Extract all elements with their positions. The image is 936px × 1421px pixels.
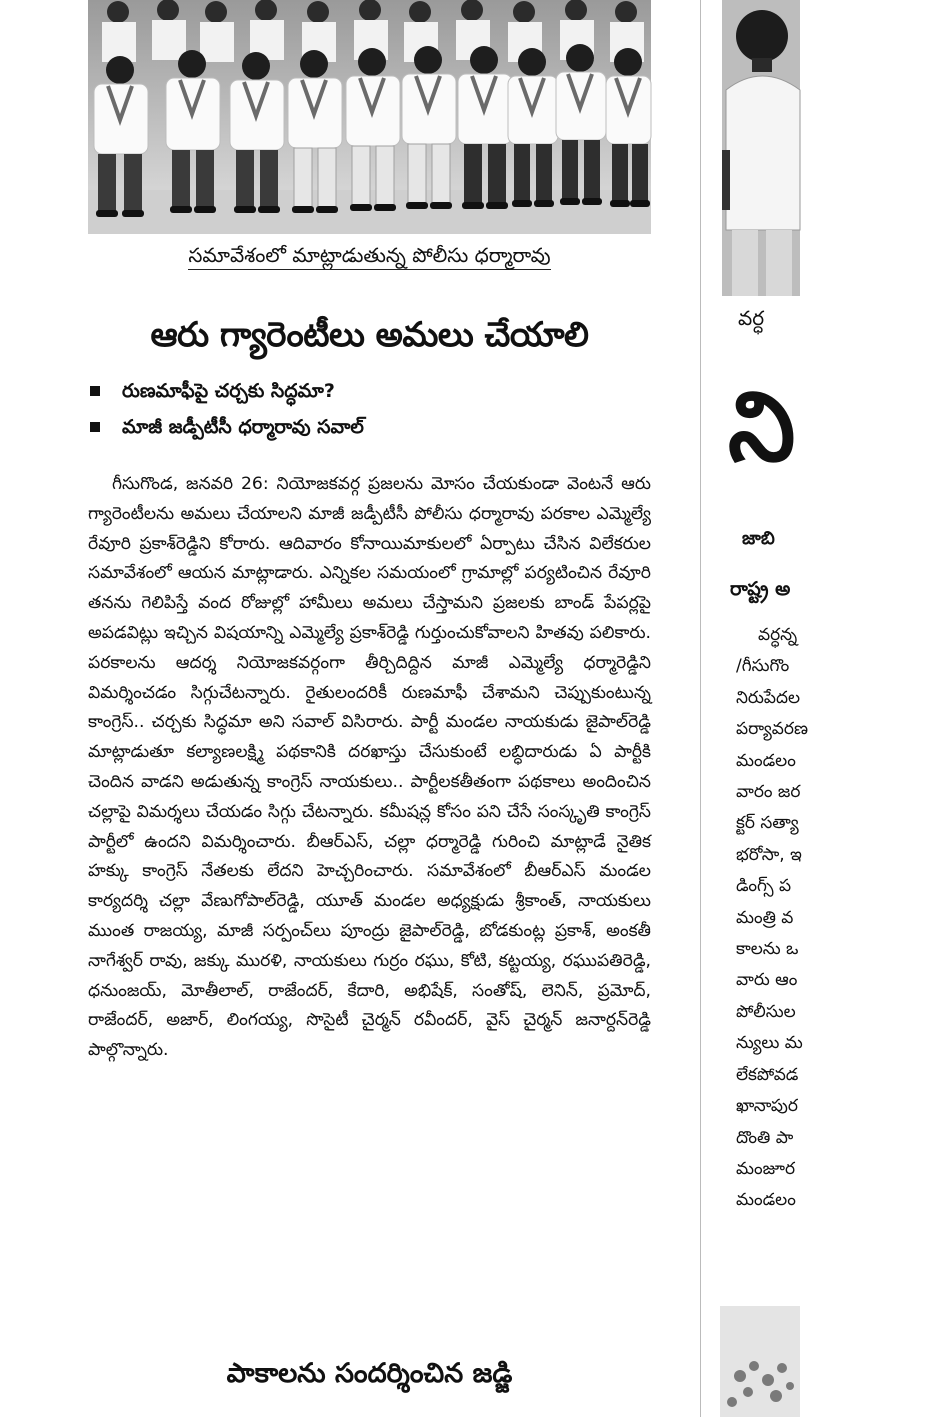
right-body-line: న్యులు మ [736, 1033, 803, 1054]
right-subheading: రాష్ట్ర అ [730, 578, 791, 600]
right-body-line: మండలం [736, 1190, 796, 1211]
right-body-line: దొంతి పా [736, 1127, 794, 1148]
right-body-line: పోలీసుల [736, 1001, 796, 1022]
right-body-line: కాలను ఒ [736, 939, 799, 960]
right-article-body [736, 620, 936, 1217]
article-headline: ఆరు గ్యారెంటీలు అమలు చేయాలి [150, 315, 589, 355]
right-subheading: జాబి [742, 528, 775, 549]
right-body-line: ఖానాపుర [736, 1096, 798, 1117]
right-body-line: పర్యావరణ [736, 719, 809, 740]
right-body-line: /గీసుగొం [736, 656, 790, 677]
right-body-line: నిరుపేదల [736, 687, 801, 708]
article-body: గీసుగొండ, జనవరి 26: నియోజకవర్గ ప్రజలను మోసం చేయకుండా వెంటనే ఆరు గ్యారెంటీలను అమలు చేయాలని మాజీ జడ్పీటీసీ పోలీసు ధర్మారావు పరకాల ఎమ్మెల్యే రేవూరి ప్రకాశ్‌రెడ్డిని కోరారు. ఆదివారం కోనాయిమాకులలో ఏర్పాటు చేసిన విలేకరుల సమావేశంలో ఆయన మాట్లాడారు. ఎన్నికల సమయంలో గ్రామాల్లో పర్యటించిన రేవూరి తనను గెలిపిస్తే వంద రోజుల్లో హామీలు అమలు చేస్తామని ప్రజలకు బాండ్ పేపర్లపై అపడవిట్లు ఇచ్చిన విషయాన్ని ఎమ్మెల్యే ప్రకాశ్‌రెడ్డి గుర్తుంచుకోవాలని హితవు పలికారు. పరకాలను ఆదర్శ నియోజకవర్గంగా తీర్చిదిద్దిన మాజీ ఎమ్మెల్యే ధర్మారెడ్డిని విమర్శించడం సిగ్గుచేటన్నారు. రైతులందరికీ రుణమాఫీ చేశామని చెప్పుకుంటున్న కాంగ్రెస్.. చర్చకు సిద్ధమా అని సవాల్ విసిరారు. పార్టీ మండల నాయకుడు జైపాల్‌రెడ్డి మాట్లాడుతూ కల్యాణలక్ష్మి పథకానికి దరఖాస్తు చేసుకుంటే లబ్ధిదారుడు ఏ పార్టీకి చెందిన వాడని అడుతున్న కాంగ్రెస్ నాయకులు.. పార్టీలకతీతంగా పథకాలు అందించిన చల్లాపై విమర్శలు చేయడం సిగ్గు చేటన్నారు. కమీషన్ల కోసం పని చేసే సంస్కృతి కాంగ్రెస్ పార్టీలో ఉందని విమర్శించారు. బీఆర్ఎస్, చల్లా ధర్మారెడ్డి గురించి మాట్లాడే నైతిక హక్కు కాంగ్రెస్ నేతలకు లేదని హెచ్చరించారు. సమావేశంలో బీఆర్ఎస్ మండల కార్యదర్శి చల్లా వేణుగోపాల్‌రెడ్డి, యూత్ మండల అధ్యక్షుడు శ్రీకాంత్, నాయకులు ముంత రాజయ్య, మాజీ సర్పంచ్‌లు పూంద్రు జైపాల్‌రెడ్డి, బోడకుంట్ల ప్రకాశ్, అంకతీ నాగేశ్వర్ రావు, జక్కు మురళి, నాయకులు గుర్రం రఘు, కోటి, కట్టయ్య, రఘుపతిరెడ్డి, ధనుంజయ్, మోతీలాల్, రాజేందర్, కేదారి, అభిషేక్, సంతోష్, లెనిన్, ప్రమోద్, రాజేందర్, అజార్, లింగయ్య, సొసైటీ చైర్మన్ రవీందర్, వైస్ చైర్మన్ జనార్దన్‌రెడ్డి పాల్గొన్నారు. [88, 474, 651, 1061]
right-article-column [718, 0, 809, 1417]
right-body-line: క్టర్ సత్యా [736, 813, 799, 834]
right-body-line: మంత్రి వ [736, 907, 794, 928]
bullet-item: మాజీ జడ్పీటీసీ ధర్మారావు సవాల్ [88, 414, 651, 440]
right-headline: ని [728, 371, 796, 483]
next-article-headline: పాకాలను సందర్శించిన జడ్జి [226, 1358, 513, 1389]
column-divider [700, 0, 701, 1417]
subheading-bullets [88, 378, 651, 450]
right-body-line: మంజూర [736, 1158, 796, 1179]
right-body-line: వారు ఆం [736, 970, 798, 991]
photo-caption [88, 241, 651, 269]
right-body-line: వర్ధన్న [758, 625, 798, 645]
right-body-line: వారం జర [736, 782, 801, 803]
right-body-line: లేకపోవడ [736, 1064, 799, 1085]
photo-caption-text: సమావేశంలో మాట్లాడుతున్న పోలీసు ధర్మారావు [188, 243, 550, 270]
right-body-line: మండలం [736, 750, 796, 771]
right-body-line: డింగ్స్ ప [736, 876, 792, 897]
bullet-item: రుణమాఫీపై చర్చకు సిద్ధమా? [88, 378, 651, 404]
right-bottom-photo [720, 1306, 800, 1417]
right-photo-caption: వర్ధ [738, 306, 765, 330]
right-person-photo [722, 0, 800, 296]
right-body-line: భరోసా, ఇ [736, 844, 802, 865]
next-article-first-line-cut [100, 1404, 640, 1417]
meeting-group-photo [88, 0, 651, 234]
